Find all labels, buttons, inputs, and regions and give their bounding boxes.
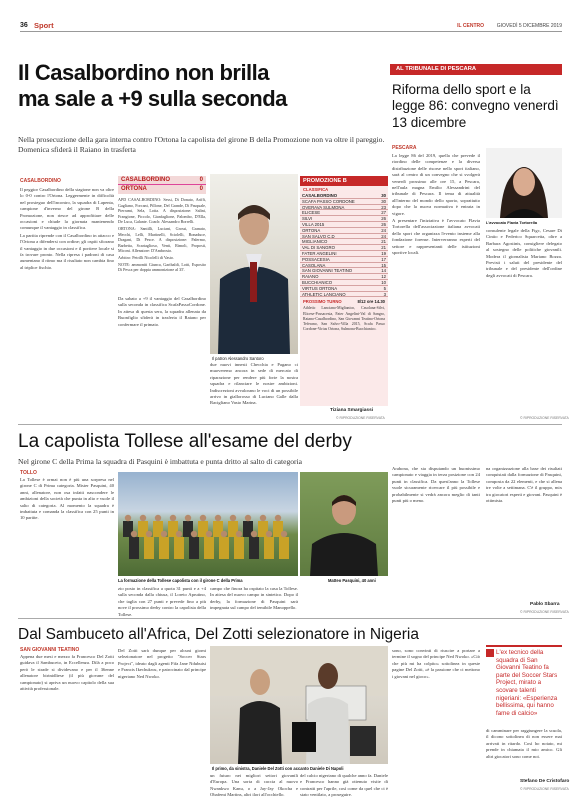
art3-headline: La capolista Tollese all'esame del derby	[18, 431, 352, 452]
player-head	[125, 515, 131, 521]
team-name: POSSACESIA	[302, 256, 330, 262]
art2-body-col1	[392, 153, 480, 423]
team-name: OVERAVA SULMONA	[302, 204, 345, 210]
team-points: 23	[381, 204, 386, 210]
team-name: ORTONA	[302, 227, 321, 233]
paragraph: Il peggior Casalbordino della stagione non va oltre lo 0-0 contro l'Ortona. Leggermente in difficoltà nel prosieguo dell'incontro, la squadra di Lapenta, campione d'inverno del girone B della Promozione, non riesce ad approfittare delle occasioni e chiude la giornata mantenendo comunque il vantaggio in classifica.	[20, 187, 114, 231]
standings-head: CLASSIFICA	[303, 187, 329, 192]
kicker: AL TRIBUNALE DI PESCARA	[396, 66, 477, 72]
player-head	[206, 531, 212, 537]
team-name: SCAFA PASSO CORDONE	[302, 198, 355, 204]
art3-body-col3	[210, 586, 298, 616]
art2-photo-caption: L'avvocato Flavia Tortorella	[486, 220, 538, 225]
team-points: 24	[381, 227, 386, 233]
team-name: VILLA 2015	[302, 221, 325, 227]
art3-author: Pablo Sbarra	[530, 602, 560, 607]
issue-date: GIOVEDÌ 5 DICEMBRE 2019	[496, 23, 562, 29]
player-body	[264, 537, 274, 559]
rights: © RIPRODUZIONE RISERVATA	[336, 416, 385, 420]
paragraph: zio posto in classifica a quota 31 punti e a +4 sulla seconda dalla chiusa, il Loreto Aprutino, che taglia con 27 punti e prevede fino a più nove il prossimo derby contro la capolista della Tollese.	[118, 586, 206, 617]
next-round	[300, 297, 388, 306]
player-head	[251, 531, 257, 537]
section-name: Sport	[34, 21, 54, 30]
art3-dateline: TOLLO	[20, 470, 37, 476]
home-team: CASALBORDINO	[121, 177, 170, 183]
team-points: 3	[383, 291, 386, 297]
art4-headline: Dal Sambuceto all'Africa, Del Zotti selezionatore in Nigeria	[18, 626, 419, 643]
team-name: CASOLANA	[302, 262, 326, 268]
art2-headline: Riforma dello sport e la legge 86: convegno venerdì 13 dicembre	[392, 82, 559, 130]
article-body-col1	[20, 187, 114, 419]
paragraph: due nuovi innesti Checchia e Pagano ci muoveremo ancora in sede di mercato di riparazione per rendere più forte la nostra squadra e rilanciare le nostre ambizioni. Indiscrezioni avvalorano le voci di un possibile arrivo in giallorosso di Luciano Galle dalla Racigliano Vasto Marina.	[210, 362, 298, 406]
player-head	[146, 531, 152, 537]
team-name: BUCCHIANICO	[302, 279, 333, 285]
player-head	[230, 515, 236, 521]
next-matches: Athletic Lanciano-Miglianico, Casolana-Silvi, Elicese-Possacesia, Fater Angelini-Val di Sangro, Raiano-Casalbordino, San Giovanni Teatino-Ortona Teferano, San Salvo-Villa 2015, Scafa Passo Cordone-Virtus Ortona, Sulmona-Bucchianico.	[303, 306, 385, 332]
paragraph: La legge 86 del 2019, quella che prevede il riordino delle competenze e la diversa distribuzione delle risorse nello sport italiano, sarà al centro di un convegno che si svolgerà venerdì prossimo alle ore 15, a Pescara, nell'aula magna Emilio Alessandrini del tribunale di Pescara. Il tema di attualità all'interno del mondo dello sporto, soprattutto dopo che la nuova normativa è entrata in vigore.	[392, 153, 480, 216]
art3-body-col4	[392, 466, 480, 616]
team-points: 26	[381, 216, 386, 222]
player-head	[131, 531, 137, 537]
lineup-away: ORTONA: Santilli, Luciani, Grossi, Granato, Mecchi, Lelli, Martinelli, Sciolelli, Bonaduce, Dragani, Di Pesce. A disposizione: Palermo, Barbetta, Scartaglioso, Venti, Rimoli, Proposti, Miconi. Allenatore: D'Ambrosio.	[118, 225, 206, 254]
player-body	[144, 537, 154, 559]
player-head	[176, 531, 182, 537]
paragraph: del calcio nigeriano di qualche anno fa. Daniele e Francesco hanno già ottenuto visite di contratti per l'aprile, così come da quel che ci è stato ventilato, a proseguire.	[300, 773, 388, 798]
art4-body-col6	[486, 728, 562, 776]
player-head	[245, 515, 251, 521]
player-body	[189, 537, 199, 559]
match-notes: NOTE: ammoniti Giunca, Garibaldi, Lotti, Esposito Di Pesca per doppia ammonizione al 35'.	[118, 261, 206, 273]
team-name: SAN GIOVANNI TEATINO	[302, 268, 353, 274]
headline-line-1: Il Casalbordino non brilla	[18, 60, 270, 85]
team-name: RAIANO	[302, 274, 319, 280]
art3-body-col5	[486, 466, 562, 600]
art2-dateline: PESCARA	[392, 145, 417, 151]
team-name: CASALBORDINO	[302, 193, 338, 198]
paragraph: un futuro nei migliori settori giovanili d'Europa. Una sorta di caccia al nuovo Nwankwo Kanu, o a Jay-Jay Okocha e Obafemi Martins, altri ilori all'occhiello.	[210, 773, 298, 798]
paragraph: A presentare l'iniziativa è l'avvocato Flavia Tortorella dell'associazione italiana avvocati dello sport che organizza l'evento insieme alla fondazione forense. Interverranno esperti del settore e rappresentanti delle istituzioni sportive locali.	[392, 218, 480, 256]
player-head	[200, 515, 206, 521]
player-body	[234, 537, 244, 559]
team-points: 27	[381, 210, 386, 216]
brand-name: IL CENTRO	[457, 23, 484, 29]
player-head	[191, 531, 197, 537]
player-body	[249, 537, 259, 559]
team-points: 14	[381, 268, 386, 274]
page-header	[20, 22, 562, 32]
photo-tortorella	[486, 148, 562, 218]
art3-subheadline: Nel girone C della Prima la squadra di Pasquini è imbattuta e punta dritto al salto di categoria	[18, 457, 303, 466]
paragraph: Da sabato a +9 il vantaggio del Casalbordino sulla seconda in classifica ScafaPassoCordone. In attesa di questa sera, la squadra allenata da Buonfiglio sfiderà in trasferta il Raiano per confermare il primato.	[118, 296, 206, 327]
away-score: 0	[199, 186, 203, 192]
player-body	[219, 537, 229, 559]
player-head	[275, 515, 281, 521]
player-head	[221, 531, 227, 537]
photo-pasquini	[300, 472, 388, 576]
pull-quote	[486, 645, 562, 725]
team-points: 5	[383, 285, 386, 291]
standings-title: PROMOZIONE B	[300, 176, 388, 186]
art4-rights: © RIPRODUZIONE RISERVATA	[520, 787, 569, 791]
team-name: ELICESE	[302, 210, 321, 216]
player-head	[281, 531, 287, 537]
divider	[18, 618, 562, 619]
headline-line-2: ma sale a +9 sulla seconda	[18, 86, 287, 111]
team-points: 30	[381, 193, 386, 198]
subheadline: Nella prosecuzione della gara interna contro l'Ortona la capolista del girone B della Promozione non va oltre il pareggio. Domenica sfiderà il Raiano in trasferta	[18, 135, 385, 154]
team-name: MIGLIANICO	[302, 239, 328, 245]
team-points: 26	[381, 221, 386, 227]
next-round-date: 8/12 ore 14.30	[357, 299, 385, 305]
standings-rows	[300, 193, 388, 297]
paragraph: Del Zotti sarà dunque per alcuni giorni selezionatore nel progetto "Soccer Stars Project", ideato dagli agenti Fifa Jane Ndubuisi e Francis Ikechukwu, e patrocinato dal principe nigeriano Ned Nwoko.	[118, 648, 206, 679]
photo-delzotti	[210, 646, 388, 764]
player-head	[140, 515, 146, 521]
art3-body-col2	[118, 586, 206, 616]
player-head	[236, 531, 242, 537]
team-points: 10	[381, 279, 386, 285]
art2-rights: © RIPRODUZIONE RISERVATA	[520, 416, 569, 420]
player-body	[129, 537, 139, 559]
team-points: 15	[381, 262, 386, 268]
photo-santoro	[210, 174, 298, 354]
away-team: ORTONA	[121, 186, 147, 192]
team-points: 24	[381, 233, 386, 239]
home-score: 0	[199, 177, 203, 183]
paragraph: campo che finora ha ospitato la casa la Tollese. In attesa del nuovo campo in sintetico. Dopo il derby, la formazione di Pasquini sarà impegnata sul campo del temibile Manoppello.	[210, 586, 298, 611]
player-head	[266, 531, 272, 537]
paragraph: consulente legale della Figc, Cesare Di Cintio e Federico Squarcetta, oltre a Barbara Agostinis, consigliere delegato al sostegno delle politiche giovanili. Modera il giornalista Mariano Bozza. Previsti i saluti del presidente del tribunale e del presidente dell'ordine degli avvocati di Pescara.	[486, 228, 562, 278]
team-points: 21	[381, 239, 386, 245]
author: Tiziana Smargiassi	[330, 408, 374, 413]
art4-body-col1	[20, 654, 114, 790]
art3-body-col1	[20, 477, 114, 593]
art4-body-col2	[118, 648, 206, 790]
player-head	[170, 515, 176, 521]
player-body	[159, 537, 169, 559]
photo-delzotti-caption: Il primo, da sinistra, Daniele Del Zotti con accanto Daniele Di Napoli	[212, 766, 344, 771]
photo-caption: Il patron Alessandro Santoro	[212, 356, 264, 361]
player-head	[161, 531, 167, 537]
art2-body-col2	[486, 228, 562, 410]
lineup-home: APD CASALBORDINO: Sessi, Di Donato, Ariffi, Gagliano, Forcani, Pillone, Del Grande, Di Pasquale, Pierrami, Sela, Lotta. A disposizione: Salini, Frangione, Piccolo, Gianfaglione, Palombo, D'Ella, De Luca, Galante. Coach: Alessandro Borrelli.	[118, 197, 206, 225]
lineups	[118, 197, 206, 293]
quote-mark-icon	[486, 649, 494, 657]
team-points: 12	[381, 274, 386, 280]
player-body	[204, 537, 214, 559]
player-head	[155, 515, 161, 521]
art4-body-col3	[210, 773, 298, 798]
team-points: 17	[381, 256, 386, 262]
paragraph: na organizzazione alla base dei risultati conquistati dalla formazione di Pasquini, composta da 22 elementi, e che si allena tre volte a settimana. C'è il gruppo, mix tra giocatori esperti e giovani. Pasquini è ottimista.	[486, 466, 562, 504]
photo-team	[118, 472, 298, 576]
art3-rights: © RIPRODUZIONE RISERVATA	[520, 610, 569, 614]
player-head	[215, 515, 221, 521]
headline	[18, 60, 398, 112]
paragraph: La partita riprende con il Casalbordino in attacco e l'Ortona a difendersi con ordine; gli ospiti sfiorano il vantaggio in due occasioni e il portiere locale si fa trovare pronto. Nella ripresa i padroni di casa aumentano il ritmo ma il risultato non cambia fino al triplice fischio.	[20, 232, 114, 270]
team-name: FATER ANGELINI	[302, 250, 337, 256]
team-name: VAL DI SANGRO	[302, 245, 335, 251]
team-name: SILVI	[302, 216, 313, 222]
article-body-col2	[118, 296, 206, 420]
team-points: 30	[381, 198, 386, 204]
player-body	[279, 537, 289, 559]
paragraph: di camminare per raggiungere la scuola, il dicono sottolinea di non essere mai arrivati in ritardo. Così ho notato, mi prende in chiamata il mio amico. Gli altri giocatori sono come noi.	[486, 728, 562, 759]
paragraph: Appena due mesi e mezzo fa Francesco Del Zotti guidava il Sambuceto, in Eccellenza. Dilà a poco però le strade si dividevano e per il 36enne allenatore birinidliese (il più giovane del campionato) si apriva un nuovo capitolo della sua attività professionale.	[20, 654, 114, 692]
paragraph: sono, sono convinti di riuscire a portare a termine il sogno del principe Ned Nwoko. «Ciò che più mi ha colpito» sottolinea in queste pagine Del Zotti, «è la passione che ci mettono i giovani nel gioco».	[392, 648, 480, 679]
player-head	[260, 515, 266, 521]
player-body	[174, 537, 184, 559]
art4-dateline: SAN GIOVANNI TEATINO	[20, 647, 80, 653]
art4-body-col4	[300, 773, 388, 798]
standings-table	[300, 176, 388, 406]
team-points: 21	[381, 245, 386, 251]
photo-team-caption: La formazione della Tollese capolista con il girone C della Prima	[118, 578, 243, 583]
player-head	[185, 515, 191, 521]
team-points: 19	[381, 250, 386, 256]
team-name: ATHLETIC LANCIANO	[302, 291, 346, 297]
art4-body-col5	[392, 648, 480, 790]
score-box	[118, 176, 206, 194]
paragraph: La Tollese è ormai non è più una sorpresa nel girone C di Prima categoria. Mister Pasquini, 40 anni, allenatore, non osa infatti nascondere le ambizioni della società che punta in alto e vuole il salto di categoria. Al momento la squadra è imbattuta e comanda la classifica con 25 punti in 10 partite.	[20, 477, 114, 521]
next-round-label: PROSSIMO TURNO	[303, 299, 342, 305]
quote-text: L'ex tecnico della squadra di San Giovanni Teatino fa parte del Soccer Stars Project, mirato a scovare talenti nigeriani: «Esperienza bellissima, qui hanno fame di calcio»	[496, 649, 558, 717]
dateline: CASALBORDINO	[20, 178, 61, 184]
divider	[18, 424, 562, 425]
team-name: VIRTUS ORTONA	[302, 285, 338, 291]
article-body-col3	[210, 362, 298, 422]
paragraph: Arabona, che sta disputando un buonissimo campionato e viaggia in terza posizione con 24 punti in classifica. Da quest'anno la Tollese vuole sicuramente ricercare il più possibile e probabilmente si vedrà ancora meglio di tanti punti più o meno.	[392, 466, 480, 504]
team-name: SAN SALVO C.D	[302, 233, 335, 239]
referee: Arbitro: Petrilli Nicolelli di Vasto.	[118, 254, 174, 260]
kicker-bar	[390, 64, 562, 75]
photo-pasquini-caption: Matteo Pasquini, 40 anni	[328, 578, 376, 583]
page-number: 36	[20, 22, 28, 29]
art4-author: Stefano De Cristofaro	[520, 779, 570, 784]
